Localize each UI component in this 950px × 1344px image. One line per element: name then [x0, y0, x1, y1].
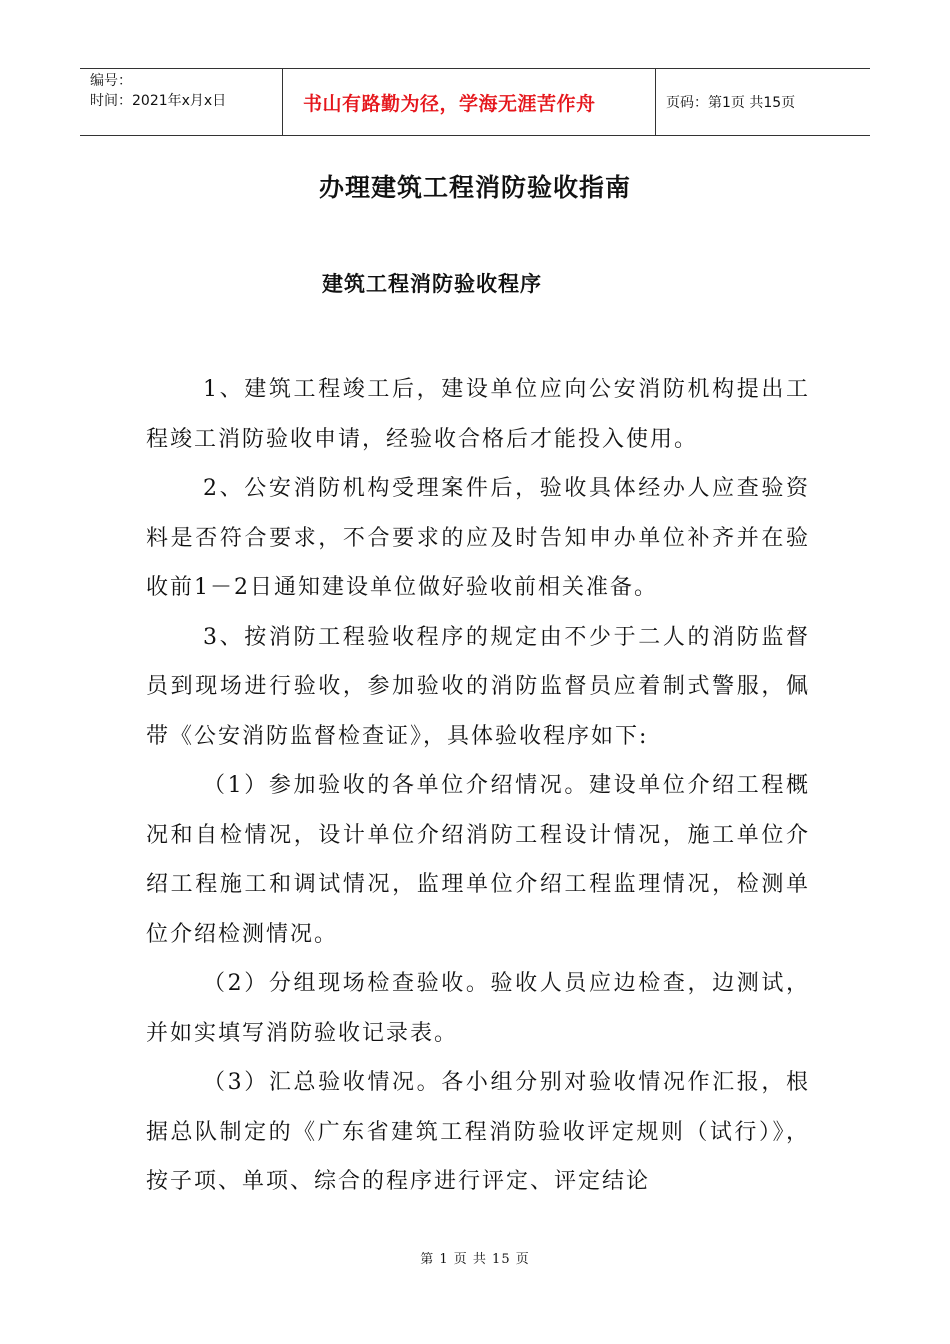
body-paragraph: 1、建筑工程竣工后，建设单位应向公安消防机构提出工程竣工消防验收申请，经验收合格后才能投入使用。: [146, 377, 810, 452]
document-number-label: 编号：: [90, 73, 132, 89]
header-motto-cell: [282, 69, 656, 135]
document-body: [146, 365, 810, 1207]
body-paragraph: （1）参加验收的各单位介绍情况。建设单位介绍工程概况和自检情况，设计单位介绍消防工程设计情况，施工单位介绍工程施工和调试情况，监理单位介绍工程监理情况，检测单位介绍检测情况。: [146, 773, 810, 947]
body-paragraph: 2、公安消防机构受理案件后，验收具体经办人应查验资料是否符合要求，不合要求的应及时告知申办单位补齐并在验收前1－2日通知建设单位做好验收前相关准备。: [146, 476, 810, 600]
body-paragraph: （3）汇总验收情况。各小组分别对验收情况作汇报，根据总队制定的《广东省建筑工程消防验收评定规则（试行）》，按子项、单项、综合的程序进行评定、评定结论: [146, 1070, 810, 1194]
document-title: 办理建筑工程消防验收指南: [318, 173, 631, 202]
body-paragraph: （2）分组现场检查验收。验收人员应边检查，边测试，并如实填写消防验收记录表。: [146, 971, 810, 1046]
header-page-info: 页码：第1页 共15页: [666, 95, 796, 111]
section-title: 建筑工程消防验收程序: [322, 272, 542, 296]
header-motto: 书山有路勤为径，学海无涯苦作舟: [303, 92, 596, 115]
page-footer: 第 1 页 共 15 页: [420, 1252, 530, 1267]
page-header: [80, 68, 870, 136]
header-page-info-cell: [656, 69, 870, 135]
document-date: 时间：2021年x月x日: [90, 93, 227, 109]
body-paragraph: 3、按消防工程验收程序的规定由不少于二人的消防监督员到现场进行验收，参加验收的消防监督员应着制式警服，佩带《公安消防监督检查证》，具体验收程序如下:: [146, 624, 810, 749]
header-meta: [80, 69, 282, 135]
